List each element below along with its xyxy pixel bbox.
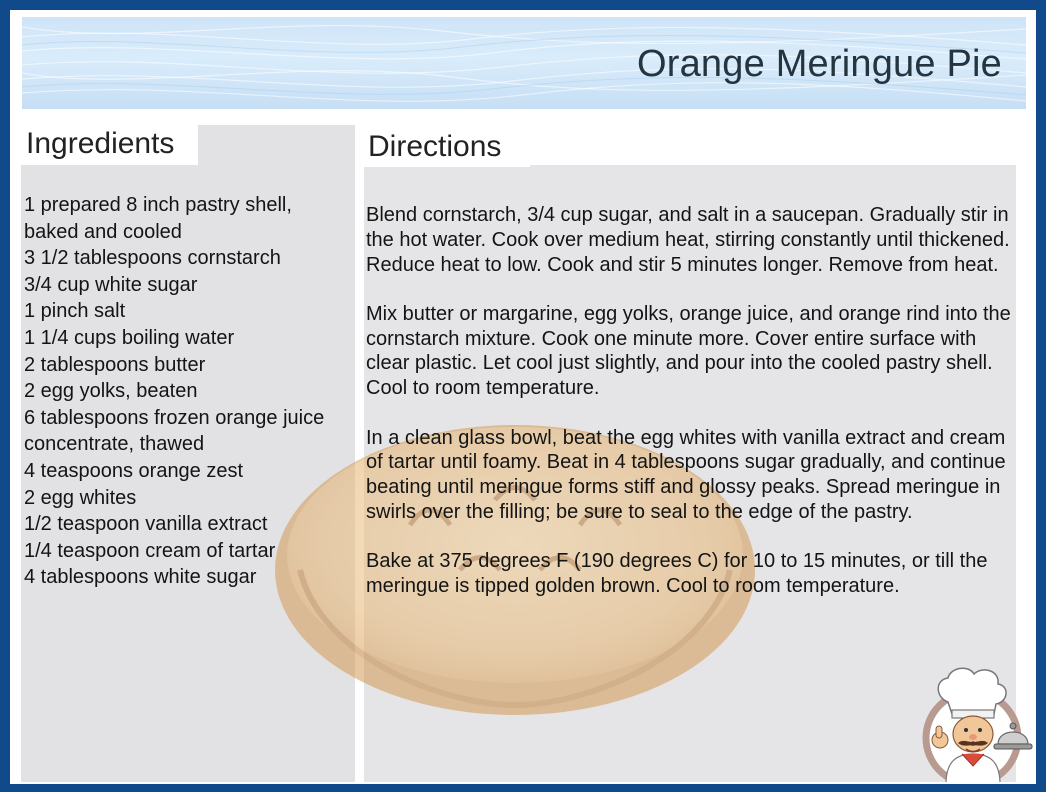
ingredient-line: baked and cooled bbox=[24, 220, 182, 243]
ingredient-line: 1 pinch salt bbox=[24, 300, 126, 323]
directions-text bbox=[366, 203, 1016, 623]
title-banner bbox=[22, 17, 1026, 109]
ingredient-line: 2 egg yolks, beaten bbox=[24, 380, 198, 403]
ingredient-line: 2 egg whites bbox=[24, 486, 137, 509]
ingredient-line: 1 1/4 cups boiling water bbox=[24, 326, 235, 349]
direction-step: Bake at 375 degrees F (190 degrees C) for 10 to 15 minutes, or till the meringue is tipped golden brown. Cool to room temperature. bbox=[366, 550, 988, 598]
ingredient-line: 1 prepared 8 inch pastry shell, bbox=[24, 194, 292, 216]
direction-step: Blend cornstarch, 3/4 cup sugar, and salt in a saucepan. Gradually stir in the hot water. Cook over medium heat, stirring constantly until thickened. Reduce heat to low. Cook and stir 5 minutes longer. Remove from heat. bbox=[366, 204, 1010, 276]
ingredients-heading: Ingredients bbox=[21, 125, 198, 165]
direction-step: Mix butter or margarine, egg yolks, orange juice, and orange rind into the cornstarch mixture. Cook one minute more. Cover entire surface with clear plastic. Let cool just slightly, and pour into the cooled pastry shell. Cool to room temperature. bbox=[366, 302, 1011, 400]
ingredient-line: 4 tablespoons white sugar bbox=[24, 566, 257, 589]
ingredients-list bbox=[24, 192, 354, 591]
ingredient-line: 1/4 teaspoon cream of tartar bbox=[24, 539, 276, 562]
page-title: Orange Meringue Pie bbox=[636, 43, 1002, 85]
ingredient-line: 4 teaspoons orange zest bbox=[24, 459, 244, 482]
ingredient-line: 3 1/2 tablespoons cornstarch bbox=[24, 247, 281, 270]
ingredient-line: 1/2 teaspoon vanilla extract bbox=[24, 513, 268, 536]
ingredient-line: 3/4 cup white sugar bbox=[24, 273, 198, 296]
direction-step: In a clean glass bowl, beat the egg whites with vanilla extract and cream of tartar until foamy. Beat in 4 tablespoons sugar gradually, and continue beating until meringue forms stiff and glossy peaks. Spread meringue in swirls over the filling; be sure to seal to the edge of the pastry. bbox=[366, 426, 1006, 523]
chef-icon bbox=[916, 666, 1038, 790]
ingredient-line: concentrate, thawed bbox=[24, 433, 205, 456]
ingredient-line: 6 tablespoons frozen orange juice bbox=[24, 406, 325, 429]
ingredient-line: 2 tablespoons butter bbox=[24, 353, 206, 376]
directions-heading: Directions bbox=[364, 128, 530, 167]
